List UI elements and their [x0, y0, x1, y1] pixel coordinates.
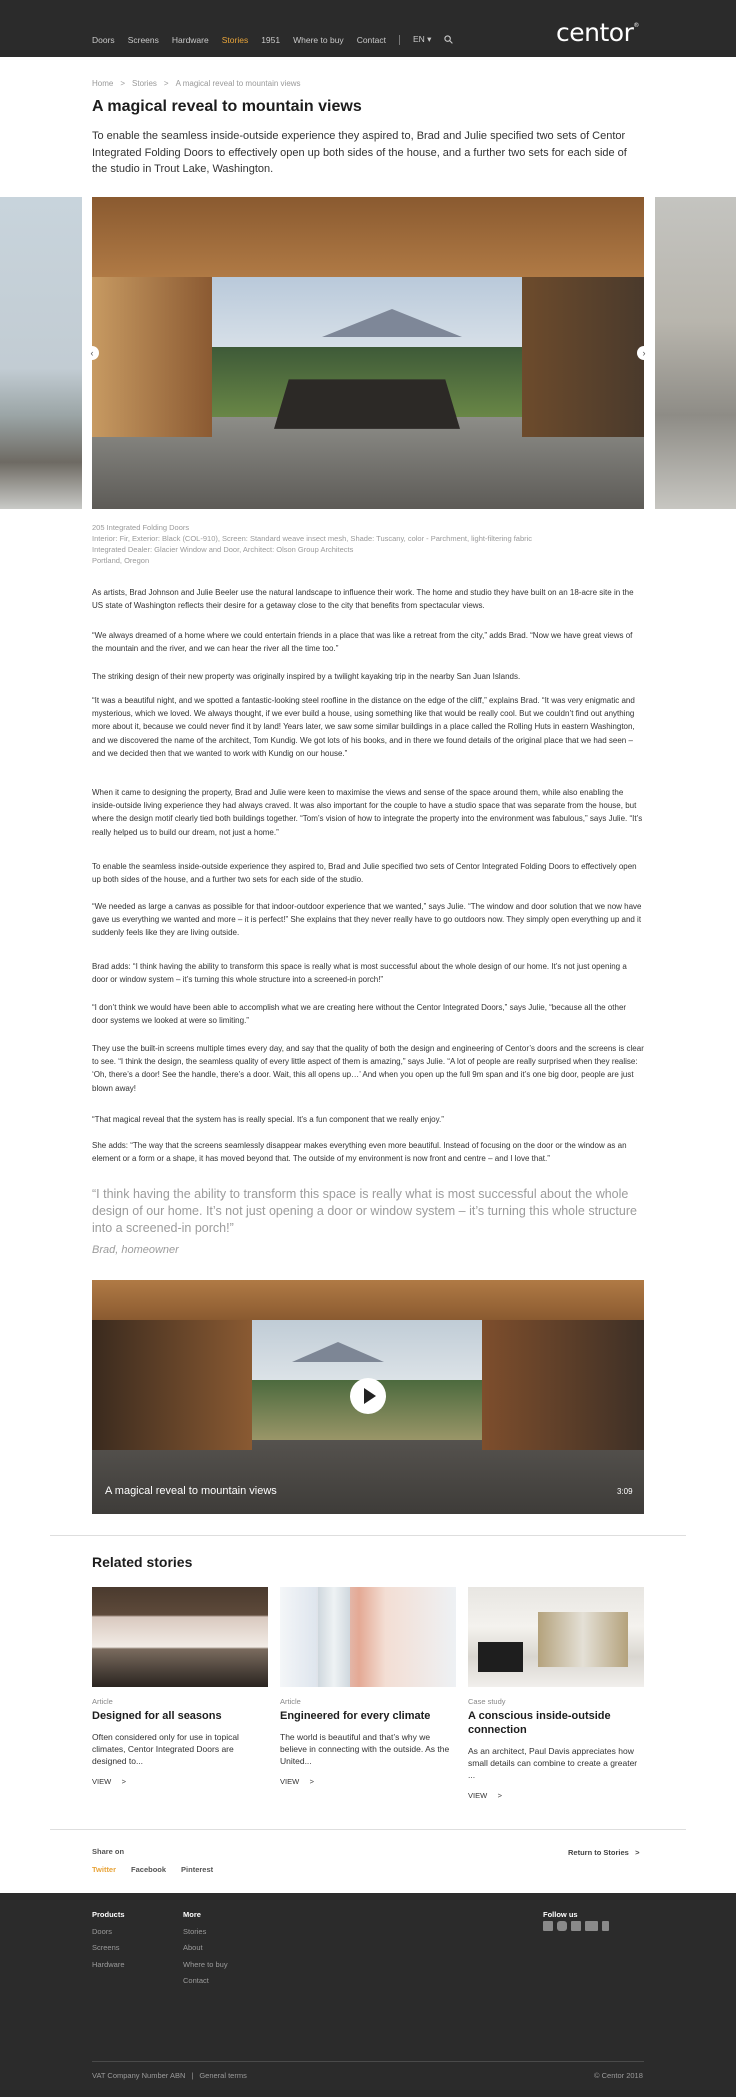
copyright: © Centor 2018: [594, 2071, 643, 2080]
breadcrumb-home[interactable]: Home: [92, 79, 114, 88]
image-caption: [92, 522, 532, 566]
video-player[interactable]: [92, 1280, 644, 1514]
body-paragraph: As artists, Brad Johnson and Julie Beeler use the natural landscape to influence their work. The home and studio they have built on an 18-acre site in the US state of Washington reflects their desire for a getaway close to the city that benefits from spectacular views.: [92, 588, 634, 611]
social-icons: [543, 1921, 609, 1931]
story-title[interactable]: Designed for all seasons: [92, 1710, 222, 1722]
story-description: As an architect, Paul Davis appreciates how small details can combine to create a greater ...: [468, 1746, 638, 1780]
footer-link-stories[interactable]: Stories: [183, 1926, 207, 1936]
carousel-prev-arrow-icon[interactable]: ‹: [85, 346, 99, 360]
nav-divider: [399, 35, 400, 45]
section-divider: [50, 1535, 686, 1536]
footer-link-hardware[interactable]: Hardware: [92, 1959, 125, 1969]
chevron-right-icon: >: [497, 1791, 502, 1800]
story-image[interactable]: [468, 1587, 644, 1687]
body-paragraph: “It was a beautiful night, and we spotted a fantastic-looking steel roofline in the distance on the edge of the cliff,” explains Brad. “It was very enigmatic and mysterious, which we loved. We always thought, if we ever build a house, using something like that would be really cool. But we couldn’t find out anything more about it, because we could never find it by land! Years later, we saw some similar buildings in a place called the Rolling Huts in eastern Washington, and we discovered the name of the architect, Tom Kundig. We got lots of his books, and in there we found details of the original place that we had seen – and we decided then that we wanted to work with Kundig on our house.”: [92, 696, 635, 758]
facebook-icon[interactable]: [543, 1921, 553, 1931]
breadcrumb-stories[interactable]: Stories: [132, 79, 157, 88]
chevron-right-icon: >: [309, 1777, 314, 1786]
company-number: VAT Company Number ABN: [92, 2071, 186, 2080]
view-link[interactable]: VIEW >: [468, 1791, 502, 1800]
section-divider: [50, 1829, 686, 1830]
body-paragraph: “I don’t think we would have been able to accomplish what we are creating here without the Centor Integrated Doors,” says Julie, “because all the other door systems we looked at were so limiting.”: [92, 1003, 627, 1026]
footer-link-contact[interactable]: Contact: [183, 1976, 209, 1985]
pull-quote: “I think having the ability to transform this space is really what is most successful about the whole design of our home. It’s not just opening a door or window system – it’s turning this whole structure into a screened-in porch!”: [92, 1187, 637, 1235]
caption-specs: Interior: Fir, Exterior: Black (COL-910), Screen: Standard weave insect mesh, Shade: Tuscany, color - Parchment, light-filtering fabric: [92, 534, 533, 543]
follow-us-heading: Follow us: [543, 1910, 578, 1919]
share-links: [92, 1865, 213, 1874]
footer-more-heading: More: [183, 1910, 201, 1919]
story-image[interactable]: [280, 1587, 456, 1687]
body-paragraph: “We always dreamed of a home where we could entertain friends in a place that was like a retreat from the city,” adds Brad. “Now we have great views of the mountain and the river, and we can hear the river all the time too.”: [92, 631, 633, 654]
twitter-icon[interactable]: [571, 1921, 581, 1931]
footer-more: [183, 1907, 228, 1990]
chevron-right-icon: >: [635, 1848, 640, 1857]
view-link[interactable]: VIEW >: [280, 1777, 314, 1786]
story-type: Case study: [468, 1697, 506, 1706]
share-label: Share on: [92, 1847, 125, 1856]
general-terms-link[interactable]: General terms: [199, 2071, 247, 2080]
story-type: Article: [280, 1697, 301, 1706]
page-intro: To enable the seamless inside-outside experience they aspired to, Brad and Julie specified two sets of Centor Integrated Folding Doors to effectively open up both sides of the house, and a further two sets for each side of the studio in Trout Lake, Washington.: [92, 130, 627, 175]
caption-dealer: Integrated Dealer: Glacier Window and Door, Architect: Olson Group Architects: [92, 545, 354, 554]
breadcrumb: [92, 79, 301, 88]
chevron-right-icon: >: [121, 1777, 126, 1786]
main-nav: [92, 34, 453, 45]
footer-link-screens[interactable]: Screens: [92, 1943, 120, 1952]
story-description: Often considered only for use in topical climates, Centor Integrated Doors are designed to...: [92, 1732, 239, 1766]
story-title[interactable]: A conscious inside-outside connection: [468, 1710, 611, 1736]
pull-quote-attribution: Brad, homeowner: [92, 1244, 179, 1256]
youtube-icon[interactable]: [585, 1921, 598, 1931]
footer-divider: [92, 2061, 644, 2062]
share-twitter[interactable]: Twitter: [92, 1865, 117, 1874]
nav-contact[interactable]: Contact: [356, 34, 386, 45]
caption-product: 205 Integrated Folding Doors: [92, 523, 190, 532]
body-paragraph: The striking design of their new property was originally inspired by a twilight kayaking trip in the nearby San Juan Islands.: [92, 672, 521, 681]
body-paragraph: Brad adds: “I think having the ability to transform this space is really what is most successful about the whole design of our home. It’s not just opening a door or window system – it’s turning this whole structure into a screened-in porch!”: [92, 962, 627, 985]
body-paragraph: She adds: “The way that the screens seamlessly disappear makes everything even more beautiful. Instead of focusing on the door or the window as an element or a form or a shape, it has moved beyond that. The outside of my environment is now front and centre – and I love that.”: [92, 1141, 627, 1164]
related-story-card[interactable]: [468, 1587, 644, 1800]
language-selector[interactable]: EN ▾: [412, 34, 432, 44]
breadcrumb-separator: >: [163, 79, 169, 88]
footer-legal: VAT Company Number ABN | General terms: [92, 2071, 247, 2080]
story-title[interactable]: Engineered for every climate: [280, 1710, 431, 1722]
nav-1951[interactable]: 1951: [261, 34, 281, 45]
page-title: A magical reveal to mountain views: [92, 98, 362, 115]
footer-products-heading: Products: [92, 1910, 125, 1919]
nav-screens[interactable]: Screens: [127, 34, 159, 45]
carousel-next-slide-image[interactable]: [655, 197, 736, 509]
carousel-next-arrow-icon[interactable]: ›: [637, 346, 651, 360]
footer-products: [92, 1907, 125, 1973]
hero-image: [92, 197, 644, 509]
related-story-card[interactable]: [280, 1587, 456, 1786]
breadcrumb-current: A magical reveal to mountain views: [175, 79, 301, 88]
view-link[interactable]: VIEW >: [92, 1777, 126, 1786]
video-duration: 3:09: [617, 1487, 633, 1496]
houzz-icon[interactable]: [602, 1921, 609, 1931]
breadcrumb-separator: >: [120, 79, 126, 88]
video-title: A magical reveal to mountain views: [105, 1485, 277, 1497]
play-icon[interactable]: [350, 1378, 386, 1414]
body-paragraph: They use the built-in screens multiple times every day, and say that the quality of both the design and engineering of Centor’s doors and the screens is clear to see. “I think the design, the seamless quality of every little aspect of them is amazing,” says Julie. “A lot of people are really surprised when they realise: ‘Oh, there’s a door! See the handle, there’s a door. Wait, this all opens up…’ And when you open up the full 9m span and it’s one big door, people are just blown away!: [92, 1044, 644, 1093]
instagram-icon[interactable]: [557, 1921, 567, 1931]
related-stories-heading: Related stories: [92, 1554, 193, 1570]
carousel-prev-slide-image[interactable]: [0, 197, 82, 509]
chevron-down-icon: ▾: [427, 34, 432, 44]
footer-link-about[interactable]: About: [183, 1943, 203, 1952]
body-paragraph: “We needed as large a canvas as possible for that indoor-outdoor experience that we wanted,” says Julie. “The window and door solution that we now have gave us everything we wanted and more – it is perfect!” She explains that they never really have to go outdoors now. They simply open everything up and it suddenly feels like they are living outside.: [92, 902, 642, 938]
caption-location: Portland, Oregon: [92, 556, 150, 565]
share-pinterest[interactable]: Pinterest: [181, 1865, 214, 1874]
body-paragraph: “That magical reveal that the system has is really special. It’s a fun component that we really enjoy.”: [92, 1115, 444, 1124]
body-paragraph: To enable the seamless inside-outside experience they aspired to, Brad and Julie specified two sets of Centor Integrated Folding Doors to effectively open up both sides of the house, and a further two sets for each side of the studio.: [92, 862, 637, 885]
story-type: Article: [92, 1697, 113, 1706]
story-description: The world is beautiful and that’s why we believe in connecting with the outside. As the United...: [280, 1732, 450, 1766]
nav-stories[interactable]: Stories: [221, 34, 249, 45]
nav-doors[interactable]: Doors: [92, 34, 115, 45]
return-to-stories-link[interactable]: Return to Stories >: [568, 1848, 640, 1857]
centor-logo[interactable]: centor®: [556, 18, 639, 47]
nav-where-to-buy[interactable]: Where to buy: [293, 34, 344, 45]
story-image[interactable]: [92, 1587, 268, 1687]
body-paragraph: When it came to designing the property, Brad and Julie were keen to maximise the views and sense of the space around them, while also enabling the inside-outside living experience they had always craved. It was also important for the couple to have a studio space that was separate from the house, but where the design motif clearly tied both buildings together. “Tom’s vision of how to integrate the property into the environment was fabulous,” says Julie. “It’s really helped us to build our dream, not just a home.”: [92, 788, 643, 837]
share-facebook[interactable]: Facebook: [131, 1865, 167, 1874]
footer-link-where-to-buy[interactable]: Where to buy: [183, 1959, 228, 1969]
related-story-card[interactable]: [92, 1587, 268, 1786]
footer-link-doors[interactable]: Doors: [92, 1926, 113, 1936]
search-icon[interactable]: [444, 35, 453, 44]
nav-hardware[interactable]: Hardware: [171, 34, 209, 45]
